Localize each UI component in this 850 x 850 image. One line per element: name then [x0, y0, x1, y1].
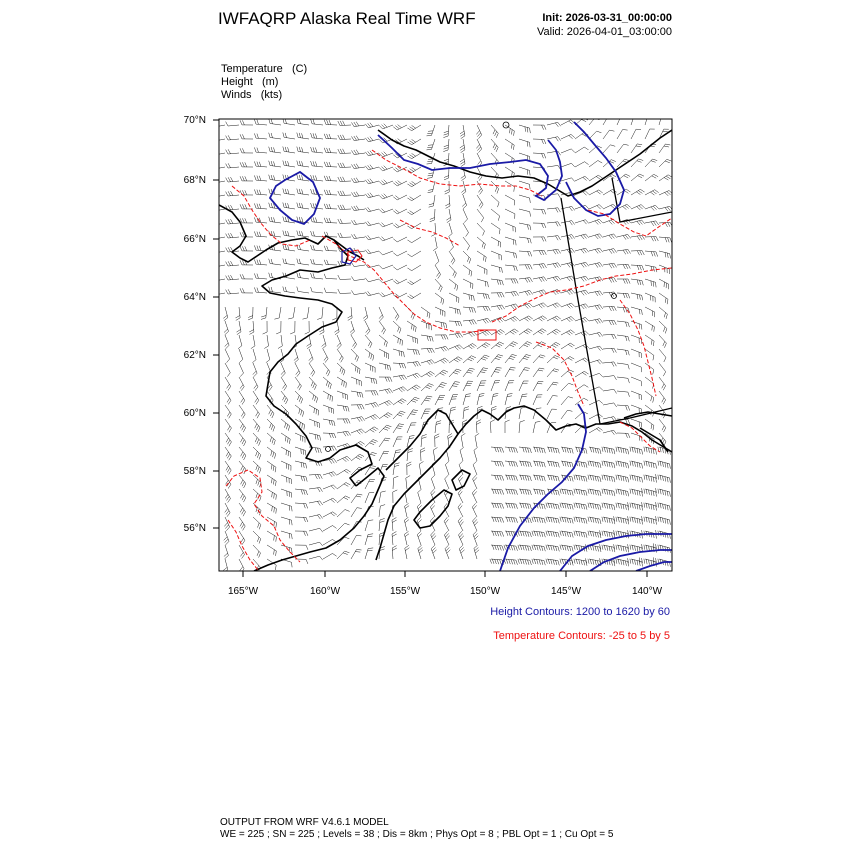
lat-label: 66°N	[183, 234, 206, 245]
lat-labels	[184, 115, 206, 534]
temperature-contour	[228, 520, 258, 570]
minimum-marker	[326, 447, 331, 452]
lat-label: 58°N	[183, 466, 206, 477]
lat-label: 68°N	[183, 175, 206, 186]
lon-label: 140°W	[631, 586, 663, 597]
init-time: Init: 2026-03-31_00:00:00	[542, 12, 672, 24]
lon-label: 145°W	[550, 586, 582, 597]
lat-label: 70°N	[183, 115, 206, 126]
minimum-marker	[503, 122, 509, 128]
model-settings: WE = 225 ; SN = 225 ; Levels = 38 ; Dis = 8km ; Phys Opt = 8 ; PBL Opt = 1 ; Cu Opt = 5	[220, 829, 614, 840]
field-name: Winds	[221, 89, 252, 101]
lon-label: 165°W	[227, 586, 259, 597]
temperature-contour	[372, 150, 542, 196]
temperature-contour	[620, 300, 656, 396]
north-coast	[378, 130, 672, 196]
chart-title: IWFAQRP Alaska Real Time WRF	[218, 9, 476, 28]
lat-label: 56°N	[183, 523, 206, 534]
field-unit: (C)	[291, 63, 308, 75]
height-contour	[636, 562, 672, 571]
height-contour-legend: Height Contours: 1200 to 1620 by 60	[490, 606, 670, 618]
temperature-contour	[478, 330, 496, 340]
seward-peninsula	[334, 240, 364, 260]
temperature-contour	[536, 342, 584, 406]
lat-label: 62°N	[183, 350, 206, 361]
model-info: OUTPUT FROM WRF V4.6.1 MODEL	[220, 817, 389, 828]
field-unit: (m)	[261, 76, 279, 88]
height-contours	[270, 122, 672, 571]
lon-ticks	[243, 571, 647, 577]
temperature-contour	[492, 268, 672, 322]
kenai-islands	[452, 470, 470, 490]
valid-time: Valid: 2026-04-01_03:00:00	[537, 26, 672, 38]
height-contour	[566, 122, 624, 216]
lon-label: 155°W	[389, 586, 421, 597]
lon-label: 150°W	[469, 586, 501, 597]
minimum-marker	[612, 294, 617, 299]
local-features	[326, 122, 617, 452]
lon-labels	[228, 586, 663, 597]
lat-label: 64°N	[183, 292, 206, 303]
lat-ticks	[213, 120, 219, 528]
field-name: Height	[221, 76, 253, 88]
canada-border	[561, 198, 600, 424]
temperature-contour-legend: Temperature Contours: -25 to 5 by 5	[493, 630, 670, 642]
field-unit: (kts)	[260, 89, 283, 101]
temperature-contour	[226, 470, 300, 562]
temperature-contour	[400, 220, 460, 246]
lon-label: 160°W	[309, 586, 341, 597]
field-name: Temperature	[221, 63, 283, 75]
lat-label: 60°N	[183, 408, 206, 419]
